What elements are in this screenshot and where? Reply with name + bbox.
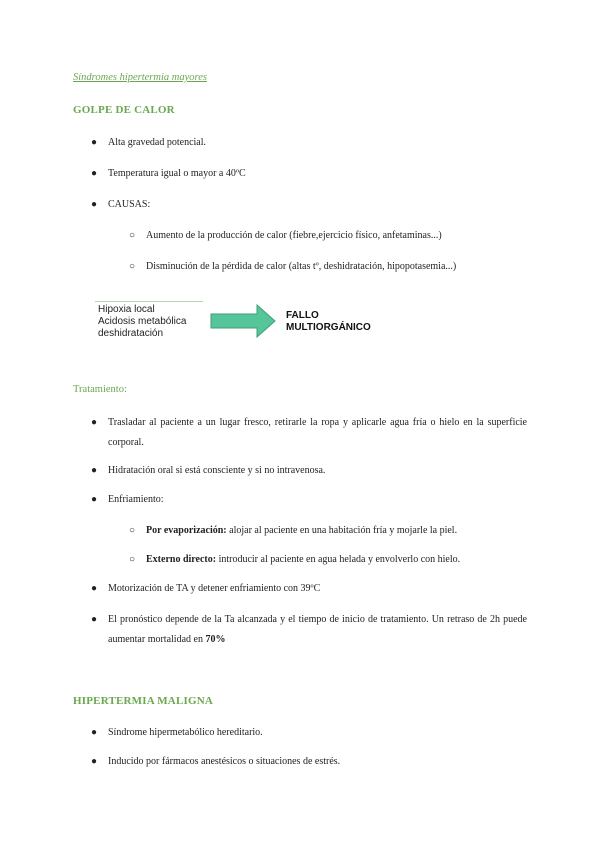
list-item <box>89 461 527 481</box>
diagram-cause-line: Acidosis metabólica <box>98 316 187 327</box>
list-item <box>89 752 529 772</box>
section-heading-hipertermia-maligna: HIPERTERMIA MALIGNA <box>73 695 214 707</box>
sub-list-item-rest: alojar al paciente en una habitación fría y mojarle la piel. <box>226 525 458 536</box>
diagram-divider <box>95 301 203 302</box>
list-item <box>89 133 529 153</box>
sub-list-item <box>127 257 547 277</box>
diagram-causes <box>98 304 186 340</box>
diagram-result-line: MULTIORGÁNICO <box>286 322 371 333</box>
bullet-icon: ● <box>90 465 98 476</box>
list-item <box>89 490 527 510</box>
diagram-result <box>286 310 371 334</box>
list-item-text <box>108 610 527 650</box>
list-item-text: CAUSAS: <box>108 199 151 210</box>
list-item <box>89 610 527 650</box>
bullet-icon: ● <box>90 583 98 594</box>
sub-bullet-icon: ○ <box>128 230 136 241</box>
diagram-result-line: FALLO <box>286 310 319 321</box>
list-item <box>89 164 529 184</box>
list-item <box>89 579 527 599</box>
list-item <box>89 413 527 453</box>
sub-list-item-text <box>146 521 457 541</box>
sub-list-item-text <box>146 550 460 570</box>
sub-list-item-bold: Por evaporización: <box>146 525 227 536</box>
diagram-cause-line: deshidratación <box>98 328 164 339</box>
list-item-text: Motorización de TA y detener enfriamiento con 39ºC <box>108 583 321 594</box>
list-item-text: Enfriamiento: <box>108 494 164 505</box>
sub-bullet-icon: ○ <box>128 261 136 272</box>
list-item-text: Temperatura igual o mayor a 40ºC <box>108 168 246 179</box>
bullet-icon: ● <box>90 417 98 428</box>
sub-list-item <box>127 550 527 570</box>
sub-list-item <box>127 521 527 541</box>
sub-list-item <box>127 226 547 246</box>
list-item <box>89 723 529 743</box>
bullet-icon: ● <box>90 199 98 210</box>
list-item-text: Síndrome hipermetabólico hereditario. <box>108 727 263 738</box>
list-item-text: Alta gravedad potencial. <box>108 137 207 148</box>
list-item <box>89 195 529 215</box>
diagram-cause-line: Hipoxia local <box>98 304 155 315</box>
list-item-rest: El pronóstico depende de la Ta alcanzada y el tiempo de inicio de tratamiento. Un retraso de 2h puede aumentar mortalidad en <box>108 614 527 645</box>
list-item-bold: 70% <box>205 634 226 645</box>
sub-list-item-text: Disminución de la pérdida de calor (altas tº, deshidratación, hipopotasemia...) <box>146 261 457 272</box>
bullet-icon: ● <box>90 137 98 148</box>
document-title: Síndromes hipertermia mayores <box>73 72 207 83</box>
bullet-icon: ● <box>90 494 98 505</box>
section-heading-tratamiento: Tratamiento: <box>73 384 127 395</box>
list-item-text: Inducido por fármacos anestésicos o situaciones de estrés. <box>108 756 341 767</box>
bullet-icon: ● <box>90 727 98 738</box>
sub-list-item-rest: introducir al paciente en agua helada y envolverlo con hielo. <box>216 554 461 565</box>
bullet-icon: ● <box>90 168 98 179</box>
sub-list-item-bold: Externo directo: <box>146 554 217 565</box>
arrow-right-icon <box>209 303 277 339</box>
bullet-icon: ● <box>90 614 98 625</box>
bullet-icon: ● <box>90 756 98 767</box>
list-item-text: Trasladar al paciente a un lugar fresco, retirarle la ropa y aplicarle agua fría o hielo en la superficie corporal. <box>108 417 527 448</box>
section-heading-golpe-de-calor: GOLPE DE CALOR <box>73 104 175 116</box>
sub-bullet-icon: ○ <box>128 554 136 565</box>
sub-list-item-text: Aumento de la producción de calor (fiebre,ejercicio físico, anfetaminas...) <box>146 230 442 241</box>
sub-bullet-icon: ○ <box>128 525 136 536</box>
list-item-text: Hidratación oral si está consciente y si no intravenosa. <box>108 465 326 476</box>
